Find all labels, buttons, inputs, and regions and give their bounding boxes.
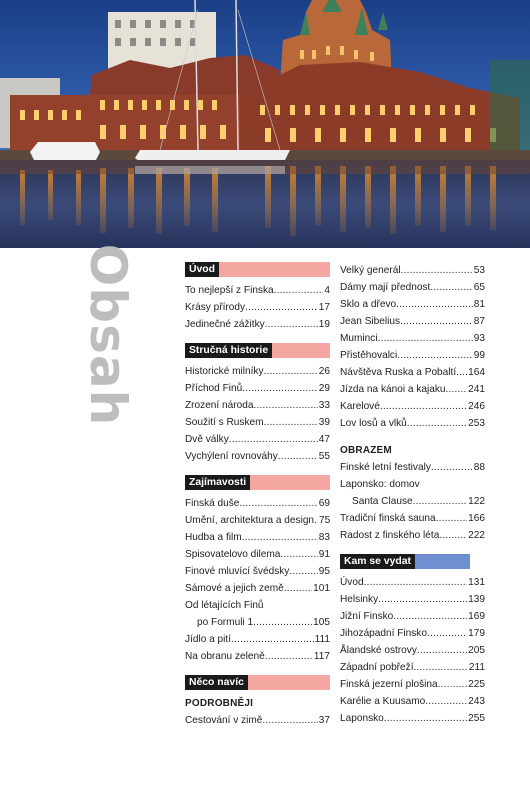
toc-entry-title: Jídlo a pití (185, 634, 232, 645)
toc-entry[interactable] (340, 693, 485, 710)
section-heading (185, 675, 330, 690)
toc-entry-page: 33 (318, 400, 330, 411)
toc-entry-page: 47 (318, 434, 330, 445)
toc-entry-page: 91 (318, 549, 330, 560)
toc-entry-page: 243 (468, 696, 485, 707)
dot-leader (284, 580, 312, 597)
toc-entry-page: 4 (324, 285, 330, 296)
toc-entry[interactable] (185, 495, 330, 512)
toc-entry[interactable] (340, 527, 485, 544)
toc-entry-title: Finové mluvící švédsky (185, 566, 290, 577)
toc-entry-page: 19 (318, 319, 330, 330)
toc-section-obrazem (340, 442, 485, 544)
toc-column-left (185, 262, 330, 739)
toc-entry-page: 105 (313, 617, 330, 628)
toc-entry[interactable] (185, 648, 330, 665)
toc-entry-page: 117 (313, 651, 330, 662)
subsection-heading: PODROBNĚJI (185, 698, 254, 709)
toc-entry-title: Laponsko: domov (340, 479, 420, 490)
toc-entry[interactable] (340, 296, 485, 313)
toc-entry-page: 253 (468, 418, 485, 429)
toc-section-navic (185, 675, 330, 729)
page-title (78, 243, 138, 427)
toc-entry-page: 164 (468, 367, 485, 378)
toc-entry[interactable] (185, 299, 330, 316)
harbour-waterfront-at-night-icon (0, 0, 530, 248)
toc-entry[interactable] (340, 381, 485, 398)
toc-entry[interactable] (340, 591, 485, 608)
toc-entry[interactable] (340, 313, 485, 330)
dot-leader (431, 459, 473, 476)
heading-label: Něco navíc (185, 675, 248, 690)
section-heading (340, 554, 485, 569)
dot-leader (231, 631, 314, 648)
toc-entry[interactable] (185, 712, 330, 729)
heading-label: Úvod (185, 262, 219, 277)
toc-entry-page: 211 (468, 662, 485, 673)
dot-leader (364, 574, 468, 591)
toc-entry[interactable] (185, 380, 330, 397)
toc-entry-title: Radost z finského léta (340, 530, 440, 541)
toc-entry[interactable] (340, 510, 485, 527)
toc-entry-title: Karélie a Kuusamo (340, 696, 426, 707)
toc-entry-page: 101 (313, 583, 330, 594)
toc-entry-title: Návštěva Ruska a Pobaltí (340, 367, 457, 378)
dot-leader (229, 431, 318, 448)
toc-entry-title: Příchod Finů (185, 383, 243, 394)
toc-entry-page: 111 (314, 634, 330, 645)
toc-entry-title: Finská duše (185, 498, 240, 509)
toc-entry[interactable] (340, 642, 485, 659)
toc-entry-page: 88 (473, 462, 485, 473)
toc-entry-title: Lov losů a vlků (340, 418, 407, 429)
toc-entry-title: Ålandské ostrovy (340, 645, 417, 656)
dot-leader (245, 299, 318, 316)
toc-entry-title: Laponsko (340, 713, 384, 724)
toc-entry[interactable] (340, 415, 485, 432)
section-heading (185, 343, 330, 358)
toc-section-podrobneji-cont (340, 262, 485, 432)
toc-entry-page: 53 (473, 265, 485, 276)
toc-entry-page: 166 (468, 513, 485, 524)
toc-entry-title: Jedinečné zážitky (185, 319, 265, 330)
toc-entry-title: Jižní Finsko (340, 611, 394, 622)
toc-entry[interactable] (185, 448, 330, 465)
dot-leader (242, 529, 318, 546)
toc-entry-page: 87 (473, 316, 485, 327)
toc-entry-title: Dámy mají přednost (340, 282, 431, 293)
toc-entry-page: 222 (468, 530, 485, 541)
dot-leader (264, 363, 318, 380)
toc-entry[interactable] (185, 563, 330, 580)
toc-entry-title: Dvě války (185, 434, 229, 445)
toc-entry[interactable] (340, 608, 485, 625)
toc-entry-title: Přistěhovalci (340, 350, 398, 361)
section-heading (185, 262, 330, 277)
cover-photo (0, 0, 530, 248)
dot-leader (280, 546, 317, 563)
toc-entry[interactable] (340, 364, 485, 381)
toc-entry-title: Sklo a dřevo (340, 299, 397, 310)
dot-leader (278, 448, 318, 465)
toc-entry[interactable] (185, 414, 330, 431)
toc-entry-title: Krásy přírody (185, 302, 246, 313)
toc-entry-page: 179 (468, 628, 485, 639)
dot-leader (414, 659, 468, 676)
dot-leader (439, 527, 467, 544)
toc-entry-title: Santa Clause (352, 496, 413, 507)
section-heading (185, 475, 330, 490)
toc-entry-page: 37 (318, 715, 330, 726)
toc-entry-title: Soužití s Ruskem (185, 417, 264, 428)
toc-entry-title: Na obranu zeleně (185, 651, 265, 662)
toc-entry-title: Zrození národa (185, 400, 254, 411)
toc-section-zajimavosti (185, 475, 330, 665)
toc-entry[interactable] (185, 512, 330, 529)
dot-leader (253, 614, 312, 631)
toc-entry[interactable] (340, 574, 485, 591)
toc-entry[interactable] (185, 529, 330, 546)
toc-entry-title: Helsinky (340, 594, 379, 605)
toc-entry[interactable] (340, 279, 485, 296)
toc-entry[interactable] (340, 398, 485, 415)
toc-entry-title: Spisovatelovo dilema (185, 549, 281, 560)
toc-entry[interactable] (185, 316, 330, 333)
toc-entry-title: Jízda na kánoi a kajaku (340, 384, 446, 395)
toc-entry-page: 93 (473, 333, 485, 344)
toc-entry-title: Finské letní festivaly (340, 462, 431, 473)
toc-entry-page: 95 (318, 566, 330, 577)
dot-leader (413, 493, 468, 510)
dot-leader (378, 591, 467, 608)
toc-entry[interactable] (340, 330, 485, 347)
toc-entry-page: 83 (318, 532, 330, 543)
toc-entry-title: Muminci (340, 333, 378, 344)
toc-entry[interactable] (340, 262, 485, 279)
heading-label: Zajímavosti (185, 475, 250, 490)
toc-entry[interactable] (340, 625, 485, 642)
dot-leader (378, 330, 473, 347)
toc-entry-page: 75 (319, 515, 331, 526)
toc-entry[interactable] (185, 580, 330, 597)
toc-entry-line1[interactable] (185, 597, 330, 614)
toc-entry-page: 69 (318, 498, 330, 509)
toc-entry-page: 99 (473, 350, 485, 361)
toc-entry-title: Od létajících Finů (185, 600, 264, 611)
toc-entry[interactable] (340, 676, 485, 693)
toc-entry-page: 39 (318, 417, 330, 428)
toc-entry-title: Západní pobřeží (340, 662, 414, 673)
dot-leader (274, 282, 324, 299)
toc-entry-page: 17 (318, 302, 330, 313)
toc-entry-page: 131 (468, 577, 485, 588)
dot-leader (397, 347, 473, 364)
dot-leader (253, 397, 317, 414)
toc-entry[interactable] (340, 347, 485, 364)
toc-entry-page: 139 (468, 594, 485, 605)
toc-entry-title: Hudba a film (185, 532, 242, 543)
page-title-text: Obsah (79, 243, 137, 427)
toc-entry[interactable] (185, 397, 330, 414)
toc-entry-page: 55 (318, 451, 330, 462)
dot-leader (427, 625, 467, 642)
toc-entry-title: Velký generál (340, 265, 401, 276)
dot-leader (384, 710, 467, 727)
toc-entry-page: 122 (468, 496, 485, 507)
toc-entry-page: 26 (318, 366, 330, 377)
toc-entry[interactable] (185, 546, 330, 563)
toc-entry[interactable] (185, 282, 330, 299)
toc-entry[interactable] (185, 431, 330, 448)
toc-entry-title: Úvod (340, 577, 364, 588)
toc-entry-page: 169 (468, 611, 485, 622)
dot-leader (436, 510, 468, 527)
dot-leader (430, 279, 472, 296)
toc-entry[interactable] (340, 459, 485, 476)
toc-column-right (340, 262, 485, 737)
dot-leader (265, 316, 318, 333)
toc-entry-title: Cestování v zimě (185, 715, 263, 726)
dot-leader (407, 415, 467, 432)
toc-entry-title: po Formuli 1 (197, 617, 254, 628)
toc-entry-title: Jean Sibelius (340, 316, 401, 327)
dot-leader (456, 364, 467, 381)
toc-entry-title: Historické milníky (185, 366, 264, 377)
dot-leader (446, 381, 468, 398)
toc-entry-line2[interactable] (340, 493, 485, 510)
toc-entry-title: Karelové (340, 401, 380, 412)
dot-leader (265, 648, 313, 665)
dot-leader (400, 313, 473, 330)
dot-leader (417, 642, 467, 659)
toc-entry-line2[interactable] (185, 614, 330, 631)
dot-leader (289, 563, 317, 580)
toc-entry-page: 255 (468, 713, 485, 724)
toc-entry-title: Jihozápadní Finsko (340, 628, 427, 639)
toc-entry[interactable] (340, 710, 485, 727)
toc-entry-title: Vychýlení rovnováhy (185, 451, 278, 462)
toc-entry-page: 246 (468, 401, 485, 412)
toc-entry-title: To nejlepší z Finska (185, 285, 274, 296)
toc-entry-title: Tradiční finská sauna (340, 513, 436, 524)
toc-entry-page: 65 (473, 282, 485, 293)
dot-leader (380, 398, 467, 415)
toc-section-historie (185, 343, 330, 465)
heading-label: Stručná historie (185, 343, 272, 358)
dot-leader (262, 712, 317, 729)
toc-entry-title: Sámové a jejich země (185, 583, 284, 594)
toc-entry[interactable] (340, 659, 485, 676)
toc-entry-page: 225 (468, 679, 485, 690)
toc-entry-page: 205 (468, 645, 485, 656)
dot-leader (401, 262, 473, 279)
toc-entry-line1[interactable] (340, 476, 485, 493)
dot-leader (396, 296, 473, 313)
dot-leader (425, 693, 467, 710)
toc-section-uvod (185, 262, 330, 333)
dot-leader (393, 608, 467, 625)
dot-leader (264, 414, 318, 431)
heading-label: Kam se vydat (340, 554, 415, 569)
toc-entry[interactable] (185, 631, 330, 648)
dot-leader (438, 676, 468, 693)
toc-entry-title: Finská jezerní plošina (340, 679, 438, 690)
toc-entry-page: 29 (318, 383, 330, 394)
toc-entry-page: 241 (468, 384, 485, 395)
toc-entry-page: 81 (473, 299, 485, 310)
dot-leader (239, 495, 317, 512)
dot-leader (242, 380, 318, 397)
subsection-heading: OBRAZEM (340, 445, 392, 456)
toc-entry-title: Umění, architektura a design (185, 515, 315, 526)
toc-section-kam (340, 554, 485, 727)
toc-entry[interactable] (185, 363, 330, 380)
